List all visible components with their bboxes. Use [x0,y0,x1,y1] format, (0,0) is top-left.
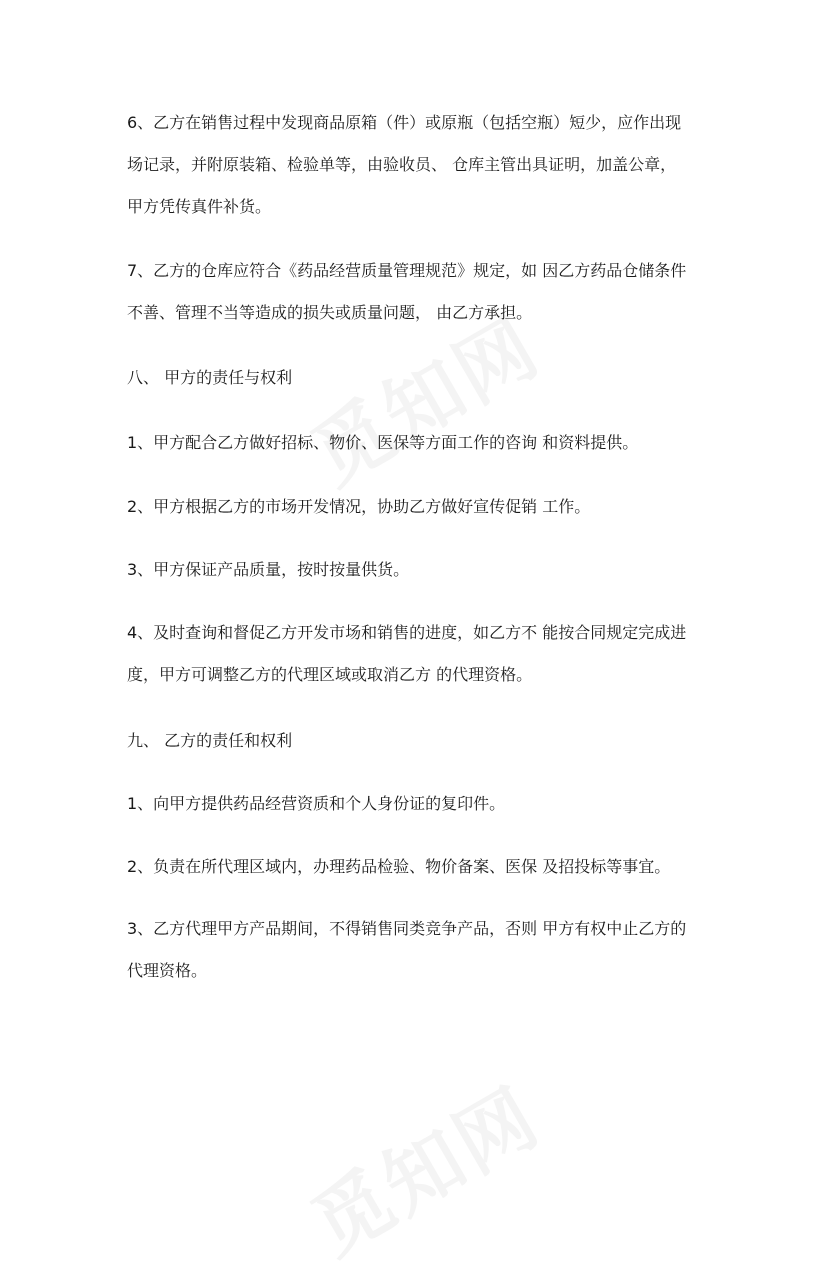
text-line: 场记录，并附原装箱、检验单等，由验收员、 仓库主管出具证明，加盖公章， [127,155,677,174]
text-line: 不善、管理不当等造成的损失或质量问题， 由乙方承担。 [127,303,533,322]
text-line: 2、甲方根据乙方的市场开发情况，协助乙方做好宣传促销 工作。 [127,497,591,516]
text-line: 3、乙方代理甲方产品期间，不得销售同类竞争产品，否则 甲方有权中止乙方的 [127,919,687,938]
clause-8-item-1 [127,422,707,464]
text-line: 代理资格。 [127,961,208,980]
section-heading-8 [127,357,707,399]
text-line: 度，甲方可调整乙方的代理区域或取消乙方 的代理资格。 [127,665,533,684]
clause-9-item-3 [127,908,707,992]
clause-8-item-2 [127,486,707,528]
text-line: 2、负责在所代理区域内，办理药品检验、物价备案、医保 及招投标等事宜。 [127,857,671,876]
clause-9-item-2 [127,846,707,888]
heading-text: 九、 乙方的责任和权利 [127,731,293,750]
text-line: 4、及时查询和督促乙方开发市场和销售的进度，如乙方不 能按合同规定完成进 [127,623,687,642]
text-line: 1、向甲方提供药品经营资质和个人身份证的复印件。 [127,794,506,813]
text-line: 6、乙方在销售过程中发现商品原箱（件）或原瓶（包括空瓶）短少，应作出现 [127,113,682,132]
heading-text: 八、 甲方的责任与权利 [127,368,293,387]
text-line: 甲方凭传真件补货。 [127,197,272,216]
section-heading-9 [127,720,707,762]
clause-8-item-4 [127,612,707,696]
text-line: 3、甲方保证产品质量，按时按量供货。 [127,560,410,579]
clause-7-item-7 [127,250,707,334]
clause-7-item-6 [127,102,707,228]
text-line: 1、甲方配合乙方做好招标、物价、医保等方面工作的咨询 和资料提供。 [127,433,639,452]
text-line: 7、乙方的仓库应符合《药品经营质量管理规范》规定，如 因乙方药品仓储条件 [127,261,687,280]
watermark-bottom [288,1056,557,1276]
clause-9-item-1 [127,783,707,825]
clause-8-item-3 [127,549,707,591]
